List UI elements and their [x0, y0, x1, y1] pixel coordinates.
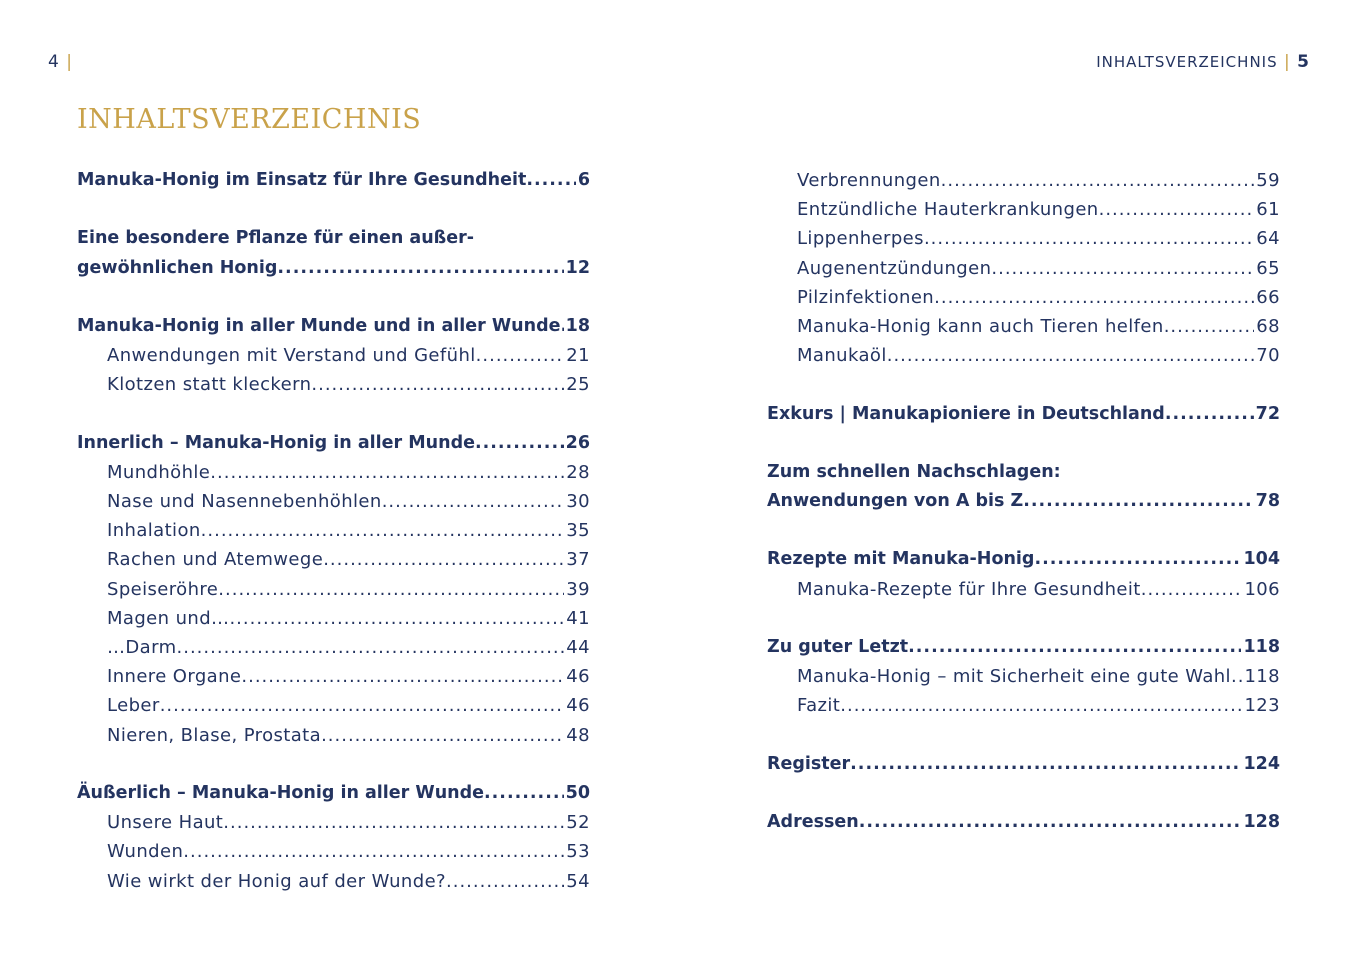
toc-spacer — [767, 721, 1280, 750]
toc-section-entry — [767, 662, 1280, 691]
toc-page-number: 65 — [1256, 257, 1280, 279]
toc-entry-title: Klotzen statt kleckern — [107, 374, 312, 396]
toc-page-number: 128 — [1243, 812, 1280, 833]
toc-spacer — [77, 283, 590, 312]
toc-section-entry — [77, 604, 590, 633]
toc-dot-leader — [223, 808, 564, 837]
toc-page-number: 106 — [1244, 578, 1280, 600]
toc-dot-leader — [241, 662, 564, 691]
toc-page-number: 12 — [565, 257, 590, 278]
toc-page-number: 48 — [566, 724, 590, 746]
toc-dot-leader — [908, 633, 1241, 662]
toc-page-number: 41 — [566, 607, 590, 629]
toc-entry-title: Zum schnellen Nachschlagen: — [767, 461, 1061, 482]
toc-entry-title: gewöhnlichen Honig — [77, 257, 278, 278]
toc-section-entry — [77, 341, 590, 370]
toc-chapter-entry — [767, 545, 1280, 574]
toc-page-number: 50 — [565, 782, 590, 803]
toc-chapter-entry — [77, 166, 590, 195]
toc-section-entry — [767, 283, 1280, 312]
toc-chapter-entry — [77, 779, 590, 808]
toc-entry-title: Magen und… — [107, 607, 230, 629]
toc-chapter-entry — [767, 458, 1280, 487]
toc-chapter-entry — [77, 224, 590, 253]
toc-dot-leader — [323, 545, 564, 574]
toc-page-number: 59 — [1256, 170, 1280, 191]
toc-entry-title: Eine besondere Pflanze für einen außer- — [77, 228, 475, 249]
toc-section-entry — [767, 224, 1280, 253]
toc-page-number: 70 — [1256, 345, 1280, 367]
toc-chapter-entry — [767, 633, 1280, 662]
left-page-number — [48, 52, 73, 72]
toc-page-number: 68 — [1256, 315, 1280, 337]
toc-dot-leader — [218, 575, 564, 604]
toc-page-number: 53 — [566, 841, 590, 863]
toc-page-number: 28 — [566, 461, 590, 483]
toc-dot-leader — [1165, 400, 1254, 429]
toc-page-number: 124 — [1243, 753, 1280, 774]
toc-dot-leader — [840, 691, 1242, 720]
toc-entry-title: Nase und Nasennebenhöhlen — [107, 491, 382, 513]
toc-entry-title: Zu guter Letzt — [767, 637, 909, 657]
toc-entry-title: Innere Organe — [107, 666, 242, 688]
page-title: INHALTSVERZEICHNIS — [77, 104, 422, 135]
toc-column-left — [77, 166, 590, 896]
toc-entry-title: Nieren, Blase, Prostata — [107, 724, 322, 746]
toc-entry-title: Mundhöhle — [107, 461, 211, 483]
toc-dot-leader — [991, 254, 1254, 283]
toc-page-number: 64 — [1256, 228, 1280, 250]
toc-dot-leader — [1231, 662, 1242, 691]
toc-entry-title: Manukaöl — [797, 345, 887, 367]
toc-dot-leader — [1164, 312, 1255, 341]
toc-page-number: 21 — [566, 345, 590, 367]
toc-dot-leader — [1141, 575, 1243, 604]
toc-dot-leader — [1034, 545, 1241, 574]
toc-page-number: 44 — [566, 637, 590, 658]
toc-dot-leader — [446, 867, 564, 896]
toc-entry-title: Unsere Haut — [107, 812, 224, 834]
toc-dot-leader — [382, 487, 565, 516]
toc-page-number: 118 — [1243, 637, 1280, 657]
toc-entry-title: Lippenherpes — [797, 228, 924, 250]
right-page-number-value: 5 — [1297, 52, 1310, 72]
toc-entry-title: Äußerlich – Manuka-Honig in aller Wunde — [77, 782, 485, 803]
toc-section-entry — [767, 691, 1280, 720]
toc-dot-leader — [484, 779, 564, 808]
toc-entry-title: Wie wirkt der Honig auf der Wunde? — [107, 870, 446, 892]
toc-entry-title: Manuka-Honig im Einsatz für Ihre Gesundheit — [77, 170, 527, 190]
toc-dot-leader — [1099, 195, 1255, 224]
toc-dot-leader — [210, 458, 564, 487]
toc-spacer — [767, 429, 1280, 458]
toc-column-right — [767, 166, 1280, 837]
toc-section-entry — [767, 575, 1280, 604]
toc-spacer — [767, 516, 1280, 545]
toc-entry-title: Manuka-Rezepte für Ihre Gesundheit — [797, 578, 1141, 600]
toc-page-number: 104 — [1243, 549, 1280, 570]
toc-section-entry — [77, 370, 590, 399]
toc-entry-title: Entzündliche Hauterkrankungen — [797, 199, 1099, 221]
toc-chapter-entry — [77, 254, 590, 283]
toc-section-entry — [77, 837, 590, 866]
toc-entry-title: Anwendungen von A bis Z — [767, 491, 1024, 512]
toc-dot-leader — [887, 341, 1255, 370]
toc-page-number: 6 — [577, 170, 590, 190]
toc-dot-leader — [1023, 487, 1253, 516]
toc-section-entry — [77, 458, 590, 487]
toc-entry-title: …Darm — [107, 637, 177, 658]
toc-entry-title: Fazit — [797, 695, 841, 717]
toc-dot-leader — [859, 808, 1242, 837]
toc-section-entry — [767, 254, 1280, 283]
toc-section-entry — [77, 633, 590, 662]
toc-dot-leader — [934, 283, 1254, 312]
page-number-separator: | — [66, 52, 73, 72]
running-head: INHALTSVERZEICHNIS — [1096, 53, 1278, 71]
toc-entry-title: Augenentzündungen — [797, 257, 992, 279]
toc-entry-title: Register — [767, 753, 851, 774]
toc-page-number: 61 — [1256, 199, 1280, 221]
toc-entry-title: Anwendungen mit Verstand und Gefühl — [107, 345, 476, 367]
toc-page-number: 25 — [566, 374, 590, 396]
toc-spacer — [767, 370, 1280, 399]
left-page-number-value: 4 — [48, 52, 60, 72]
toc-page-number: 46 — [566, 695, 590, 717]
toc-dot-leader — [201, 516, 565, 545]
toc-section-entry — [77, 691, 590, 720]
toc-page-number: 66 — [1256, 286, 1280, 308]
toc-section-entry — [77, 662, 590, 691]
toc-dot-leader — [183, 837, 564, 866]
toc-entry-title: Manuka-Honig in aller Munde und in aller Wunde — [77, 315, 561, 336]
toc-page-number: 52 — [566, 812, 590, 834]
toc-entry-title: Manuka-Honig kann auch Tieren helfen — [797, 315, 1164, 337]
toc-dot-leader — [177, 633, 565, 662]
toc-dot-leader — [475, 429, 564, 458]
toc-page-number: 35 — [566, 520, 590, 542]
toc-entry-title: Rezepte mit Manuka-Honig — [767, 549, 1035, 570]
toc-chapter-entry — [767, 808, 1280, 837]
toc-section-entry — [767, 166, 1280, 195]
toc-page-number: 78 — [1255, 491, 1280, 512]
toc-page-number: 18 — [565, 315, 590, 336]
toc-entry-title: Wunden — [107, 841, 184, 863]
toc-page-number: 30 — [566, 491, 590, 513]
toc-entry-title: Inhalation — [107, 520, 201, 542]
toc-page-number: 123 — [1244, 695, 1280, 717]
toc-entry-title: Leber — [107, 695, 160, 717]
toc-dot-leader — [476, 341, 565, 370]
toc-section-entry — [767, 341, 1280, 370]
toc-entry-title: Verbrennungen — [797, 170, 941, 191]
toc-dot-leader — [321, 721, 564, 750]
toc-dot-leader — [311, 370, 564, 399]
toc-dot-leader — [941, 166, 1255, 195]
toc-entry-title: Exkurs | Manukapioniere in Deutschland — [767, 403, 1165, 424]
toc-dot-leader — [924, 224, 1254, 253]
toc-spacer — [77, 750, 590, 779]
toc-page-number: 72 — [1255, 403, 1280, 424]
running-head-separator: | — [1284, 52, 1291, 72]
toc-page-number: 37 — [566, 549, 590, 571]
toc-spacer — [767, 779, 1280, 808]
toc-chapter-entry — [767, 487, 1280, 516]
toc-dot-leader — [277, 254, 563, 283]
toc-spacer — [767, 604, 1280, 633]
toc-entry-title: Adressen — [767, 812, 859, 833]
toc-section-entry — [77, 575, 590, 604]
toc-dot-leader — [160, 691, 565, 720]
toc-entry-title: Speiseröhre — [107, 578, 219, 600]
toc-chapter-entry — [77, 312, 590, 341]
toc-page-number: 54 — [566, 870, 590, 892]
toc-section-entry — [767, 195, 1280, 224]
toc-entry-title: Rachen und Atemwege — [107, 549, 324, 571]
toc-page-number: 39 — [566, 578, 590, 600]
toc-section-entry — [77, 516, 590, 545]
toc-entry-title: Pilzinfektionen — [797, 286, 935, 308]
toc-section-entry — [77, 721, 590, 750]
toc-section-entry — [77, 867, 590, 896]
toc-dot-leader — [526, 166, 575, 195]
toc-chapter-entry — [767, 400, 1280, 429]
toc-spacer — [77, 195, 590, 224]
toc-section-entry — [767, 312, 1280, 341]
toc-page-number: 118 — [1244, 666, 1280, 688]
toc-chapter-entry — [767, 750, 1280, 779]
toc-spacer — [77, 400, 590, 429]
toc-entry-title: Innerlich – Manuka-Honig in aller Munde — [77, 432, 475, 453]
toc-dot-leader — [229, 604, 564, 633]
toc-section-entry — [77, 487, 590, 516]
toc-entry-title: Manuka-Honig – mit Sicherheit eine gute Wahl — [797, 666, 1231, 688]
toc-page-number: 26 — [565, 432, 590, 453]
toc-dot-leader — [850, 750, 1241, 779]
toc-section-entry — [77, 545, 590, 574]
right-page-header — [1096, 52, 1310, 72]
toc-page-number: 46 — [566, 666, 590, 688]
toc-section-entry — [77, 808, 590, 837]
toc-chapter-entry — [77, 429, 590, 458]
